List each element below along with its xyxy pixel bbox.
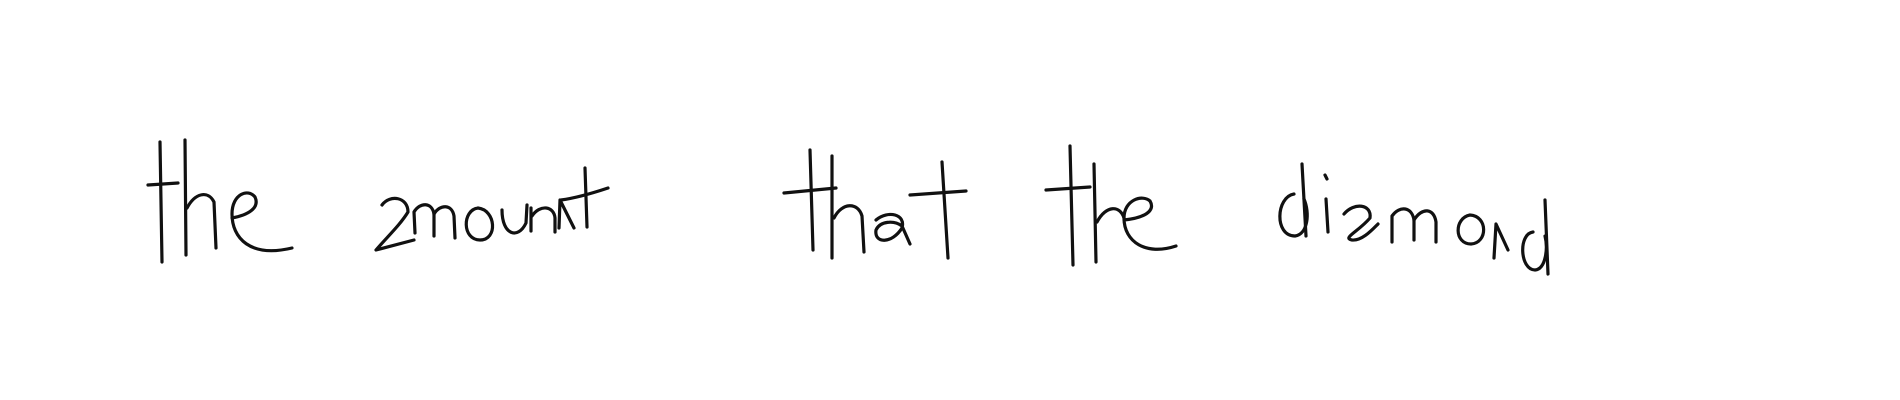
handwritten-ink (148, 140, 1548, 274)
